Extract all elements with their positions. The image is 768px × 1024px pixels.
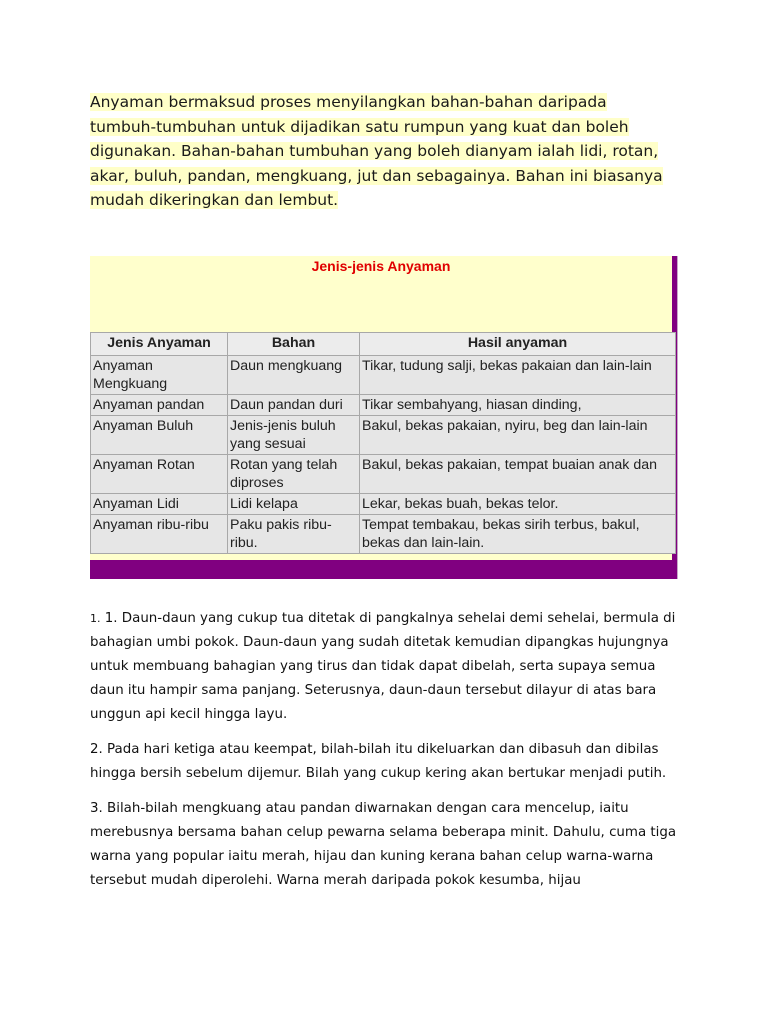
cell-jenis: Anyaman ribu-ribu: [91, 515, 228, 554]
step-1-marker: 1.: [90, 612, 101, 625]
intro-paragraph: [90, 90, 670, 213]
cell-bahan: Daun pandan duri: [228, 395, 360, 416]
table-title: Jenis-jenis Anyaman: [311, 258, 451, 274]
cell-bahan: Rotan yang telah diproses: [228, 455, 360, 494]
cell-bahan: Jenis-jenis buluh yang sesuai: [228, 416, 360, 455]
table-bottom-border: [90, 560, 677, 579]
table-row: [91, 416, 676, 455]
step-2-text: 2. Pada hari ketiga atau keempat, bilah-bilah itu dikeluarkan dan dibasuh dan dibilas hingga bersih sebelum dijemur. Bilah yang cukup kering akan bertukar menjadi putih.: [90, 742, 667, 781]
cell-hasil: Lekar, bekas buah, bekas telor.: [360, 494, 676, 515]
table-row: [91, 494, 676, 515]
process-steps: [90, 607, 680, 904]
cell-bahan: Lidi kelapa: [228, 494, 360, 515]
table-row: [91, 515, 676, 554]
table-row: [91, 455, 676, 494]
cell-jenis: Anyaman pandan: [91, 395, 228, 416]
cell-hasil: Tikar sembahyang, hiasan dinding,: [360, 395, 676, 416]
cell-hasil: Tempat tembakau, bekas sirih terbus, bakul, bekas dan lain-lain.: [360, 515, 676, 554]
cell-hasil: Bakul, bekas pakaian, tempat buaian anak dan: [360, 455, 676, 494]
anyaman-table-figure: [90, 256, 678, 579]
header-jenis-anyaman: Jenis Anyaman: [91, 333, 228, 356]
step-3: [90, 797, 680, 893]
step-1: [90, 607, 680, 727]
cell-jenis: Anyaman Rotan: [91, 455, 228, 494]
cell-bahan: Daun mengkuang: [228, 356, 360, 395]
cell-jenis: Anyaman Mengkuang: [91, 356, 228, 395]
table-right-shadow: [677, 256, 678, 579]
header-bahan: Bahan: [228, 333, 360, 356]
cell-hasil: Bakul, bekas pakaian, nyiru, beg dan lain-lain: [360, 416, 676, 455]
cell-jenis: Anyaman Lidi: [91, 494, 228, 515]
step-1-text: 1. Daun-daun yang cukup tua ditetak di pangkalnya sehelai demi sehelai, bermula di bahagian umbi pokok. Daun-daun yang sudah ditetak kemudian dipangkas hujungnya untuk membuang bahagian yang tirus dan tidak dapat dibelah, serta supaya semua daun itu hampir sama panjang. Seterusnya, daun-daun tersebut dilayur di atas bara unggun api kecil hingga layu.: [90, 611, 676, 722]
anyaman-table: [90, 332, 676, 554]
header-hasil-anyaman: Hasil anyaman: [360, 333, 676, 356]
table-header-row: [91, 333, 676, 356]
cell-hasil: Tikar, tudung salji, bekas pakaian dan lain-lain: [360, 356, 676, 395]
step-3-text: 3. Bilah-bilah mengkuang atau pandan diwarnakan dengan cara mencelup, iaitu merebusnya bersama bahan celup pewarna selama beberapa minit. Dahulu, cuma tiga warna yang popular iaitu merah, hijau dan kuning kerana bahan celup warna-warna tersebut mudah diperolehi. Warna merah daripada pokok kesumba, hijau: [90, 801, 677, 888]
cell-bahan: Paku pakis ribu-ribu.: [228, 515, 360, 554]
step-2: [90, 738, 680, 786]
cell-jenis: Anyaman Buluh: [91, 416, 228, 455]
table-row: [91, 395, 676, 416]
intro-text: Anyaman bermaksud proses menyilangkan bahan-bahan daripada tumbuh-tumbuhan untuk dijadikan satu rumpun yang kuat dan boleh digunakan. Bahan-bahan tumbuhan yang boleh dianyam ialah lidi, rotan, akar, buluh, pandan, mengkuang, jut dan sebagainya. Bahan ini biasanya mudah dikeringkan dan lembut.: [90, 93, 663, 209]
table-row: [91, 356, 676, 395]
